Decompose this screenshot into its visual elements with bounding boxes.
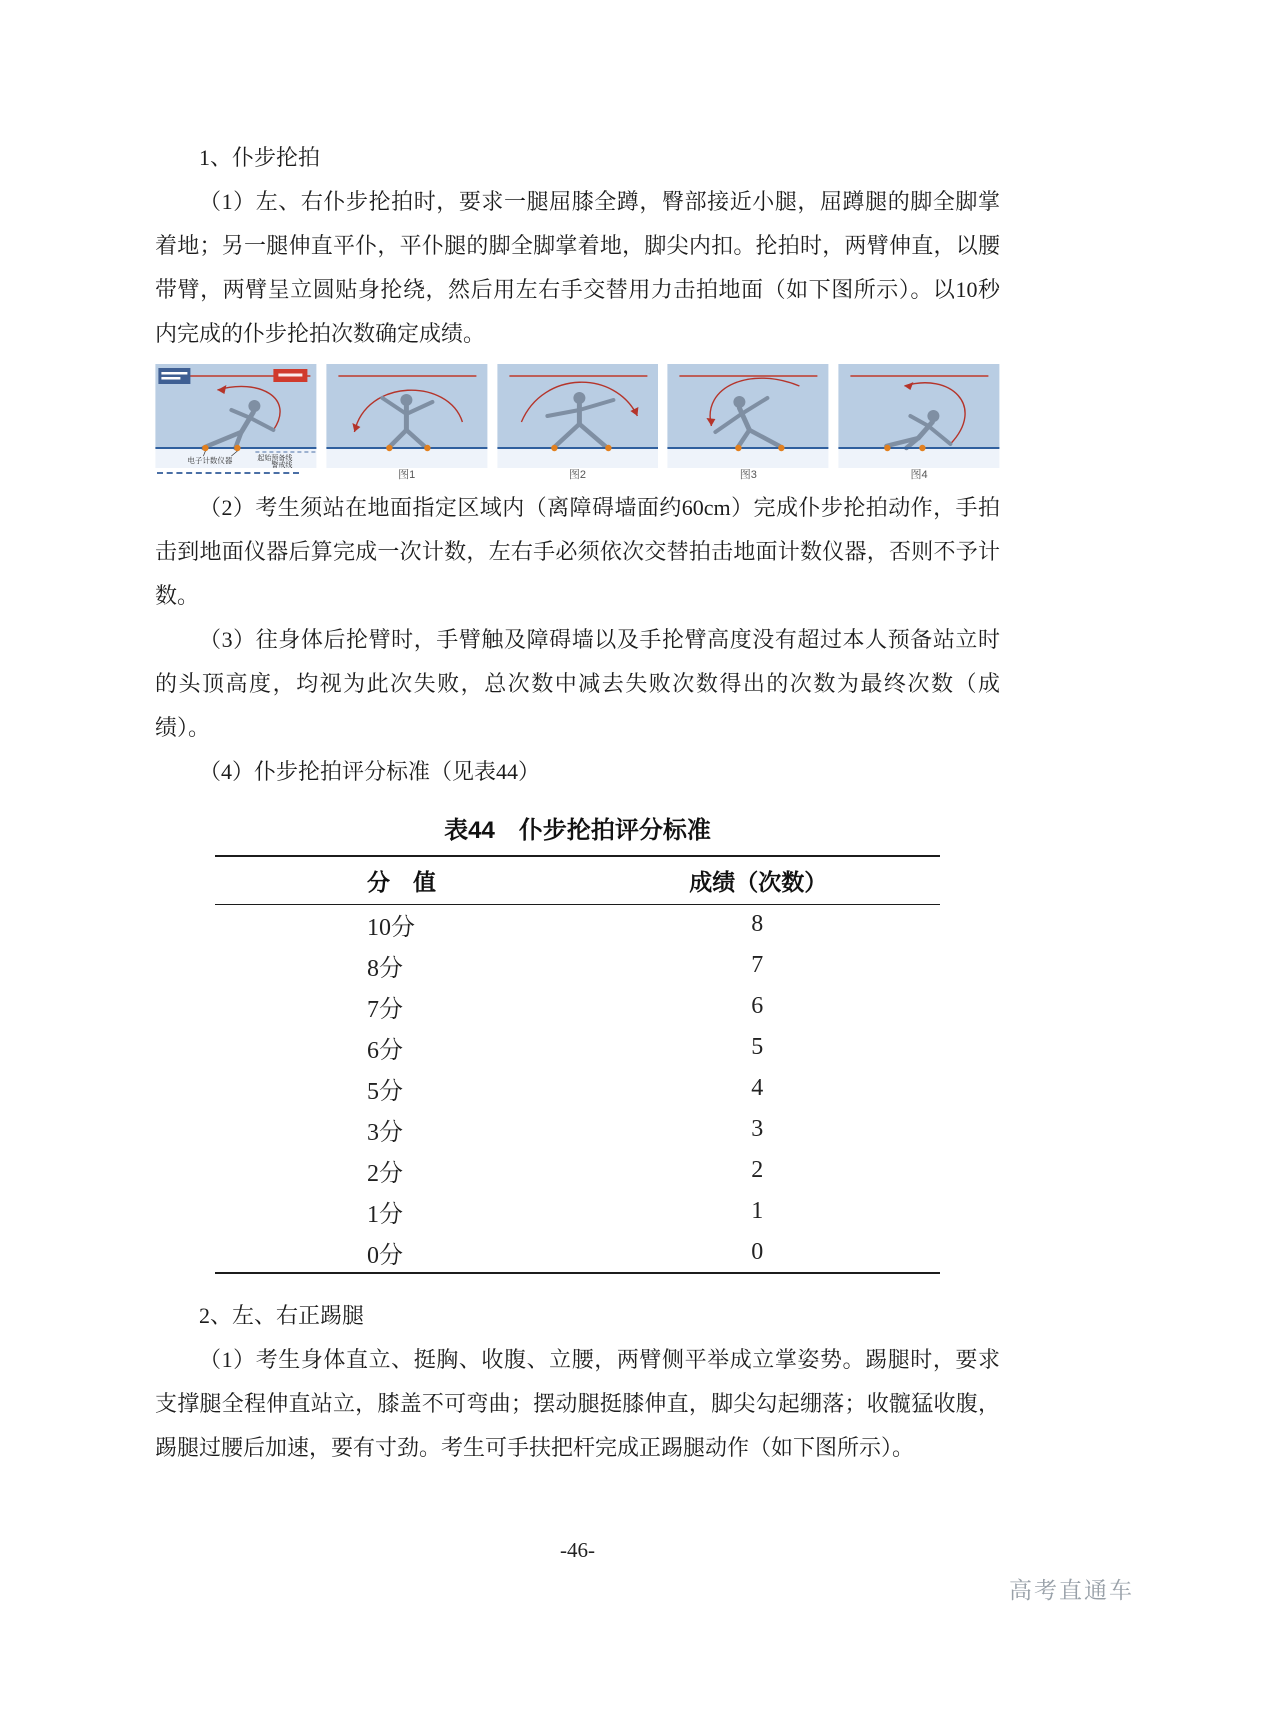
section-1-paragraph-3: （3）往身体后抡臂时，手臂触及障碍墙以及手抡臂高度没有超过本人预备站立时的头顶高度，均视为此次失败，总次数中减去失败次数得出的次数为最终次数（成绩）。 xyxy=(155,627,1000,740)
count-column-header: 成绩（次数） xyxy=(541,856,940,904)
count-cell: 7 xyxy=(751,952,764,978)
counter-dot xyxy=(919,445,925,451)
counter-dot xyxy=(234,445,240,451)
counter-dot xyxy=(884,445,890,451)
figure-caption: 图2 xyxy=(568,469,587,481)
score-cell: 7分 xyxy=(367,997,403,1023)
watermark-text: 高考直通车 xyxy=(1009,1577,1134,1603)
figure-caption: 图1 xyxy=(398,469,416,481)
counter-dot xyxy=(551,445,557,451)
counter-dot xyxy=(424,445,430,451)
martial-pose-illustration xyxy=(838,364,1000,468)
count-cell: 5 xyxy=(751,1034,764,1060)
score-cell: 0分 xyxy=(367,1242,403,1269)
table-row xyxy=(215,986,940,1027)
warning-dashed-line xyxy=(157,472,299,474)
count-cell: 0 xyxy=(751,1238,764,1265)
figure-panel-2 xyxy=(326,364,488,484)
section-2-heading: 2、左、右正踢腿 xyxy=(199,1303,365,1328)
count-cell: 4 xyxy=(751,1075,764,1101)
score-table xyxy=(215,855,940,1274)
figure-panel-3 xyxy=(497,364,659,484)
score-cell: 5分 xyxy=(367,1079,403,1105)
info-box xyxy=(158,368,190,384)
section-1-paragraph-2: （2）考生须站在地面指定区域内（离障碍墙面约60cm）完成仆步抡拍动作，手拍击到地面仪器后算完成一次计数，左右手必须依次交替拍击地面计数仪器，否则不予计数。 xyxy=(155,495,1000,608)
section-2-paragraph-1: （1）考生身体直立、挺胸、收腹、立腰，两臂侧平举成立掌姿势。踢腿时，要求支撑腿全程伸直站立，膝盖不可弯曲；摆动腿挺膝伸直，脚尖勾起绷落；收髋猛收腹，踢腿过腰后加速，要有寸劲。考生可手扶把杆完成正踢腿动作（如下图所示）。 xyxy=(155,1347,1000,1460)
table-row xyxy=(215,1027,940,1068)
device-label: 电子计数仪器 xyxy=(187,456,233,465)
score-cell: 2分 xyxy=(367,1161,403,1187)
counter-dot xyxy=(736,445,742,451)
martial-pose-illustration xyxy=(497,364,659,468)
table-row xyxy=(215,1109,940,1150)
martial-pose-illustration xyxy=(155,364,317,468)
table-row xyxy=(215,1191,940,1232)
figure-caption: 图3 xyxy=(739,469,757,481)
score-column-header: 分 值 xyxy=(215,856,541,904)
figure-panel-5 xyxy=(838,364,1000,484)
table-row xyxy=(215,945,940,986)
table-44-title: 表44 仆步抡拍评分标准 xyxy=(444,817,711,844)
count-cell: 2 xyxy=(751,1157,764,1183)
section-1-paragraph-4: （4）仆步抡拍评分标准（见表44） xyxy=(199,759,541,784)
section-1-heading: 1、仆步抡拍 xyxy=(199,145,321,170)
count-cell: 8 xyxy=(751,911,764,938)
document-content xyxy=(155,0,1000,1470)
table-row xyxy=(215,1232,940,1273)
counter-dot xyxy=(605,445,611,451)
counter-dot xyxy=(386,445,392,451)
score-cell: 6分 xyxy=(367,1038,403,1064)
score-cell: 8分 xyxy=(367,956,403,982)
page-number: -46- xyxy=(560,1538,595,1562)
start-line-label: 起始预备线 xyxy=(257,455,293,462)
table-row xyxy=(215,1068,940,1109)
section-1-paragraph-1: （1）左、右仆步抡拍时，要求一腿屈膝全蹲，臀部接近小腿，屈蹲腿的脚全脚掌着地；另一腿伸直平仆，平仆腿的脚全脚掌着地，脚尖内扣。抡拍时，两臂伸直，以腰带臂，两臂呈立圆贴身抡绕，然后用左右手交替用力击拍地面（如下图所示）。以10秒内完成的仆步抡拍次数确定成绩。 xyxy=(155,189,1000,346)
figure-panel-4 xyxy=(667,364,829,484)
counter-dot xyxy=(779,445,785,451)
table-header-row xyxy=(215,856,940,904)
martial-pose-illustration xyxy=(326,364,488,468)
score-cell: 3分 xyxy=(367,1120,403,1146)
count-cell: 3 xyxy=(751,1116,764,1142)
figure-caption: 图4 xyxy=(910,469,928,481)
table-row xyxy=(215,1150,940,1191)
warning-line-label: 警戒线 xyxy=(271,462,293,468)
score-cell: 1分 xyxy=(367,1202,403,1228)
table-row xyxy=(215,904,940,945)
counter-dot xyxy=(202,445,208,451)
martial-pose-illustration xyxy=(667,364,829,468)
count-cell: 1 xyxy=(751,1198,764,1224)
figure-strip xyxy=(155,364,1000,484)
figure-panel-1 xyxy=(155,364,317,484)
count-cell: 6 xyxy=(751,993,764,1019)
score-cell: 10分 xyxy=(367,915,415,942)
